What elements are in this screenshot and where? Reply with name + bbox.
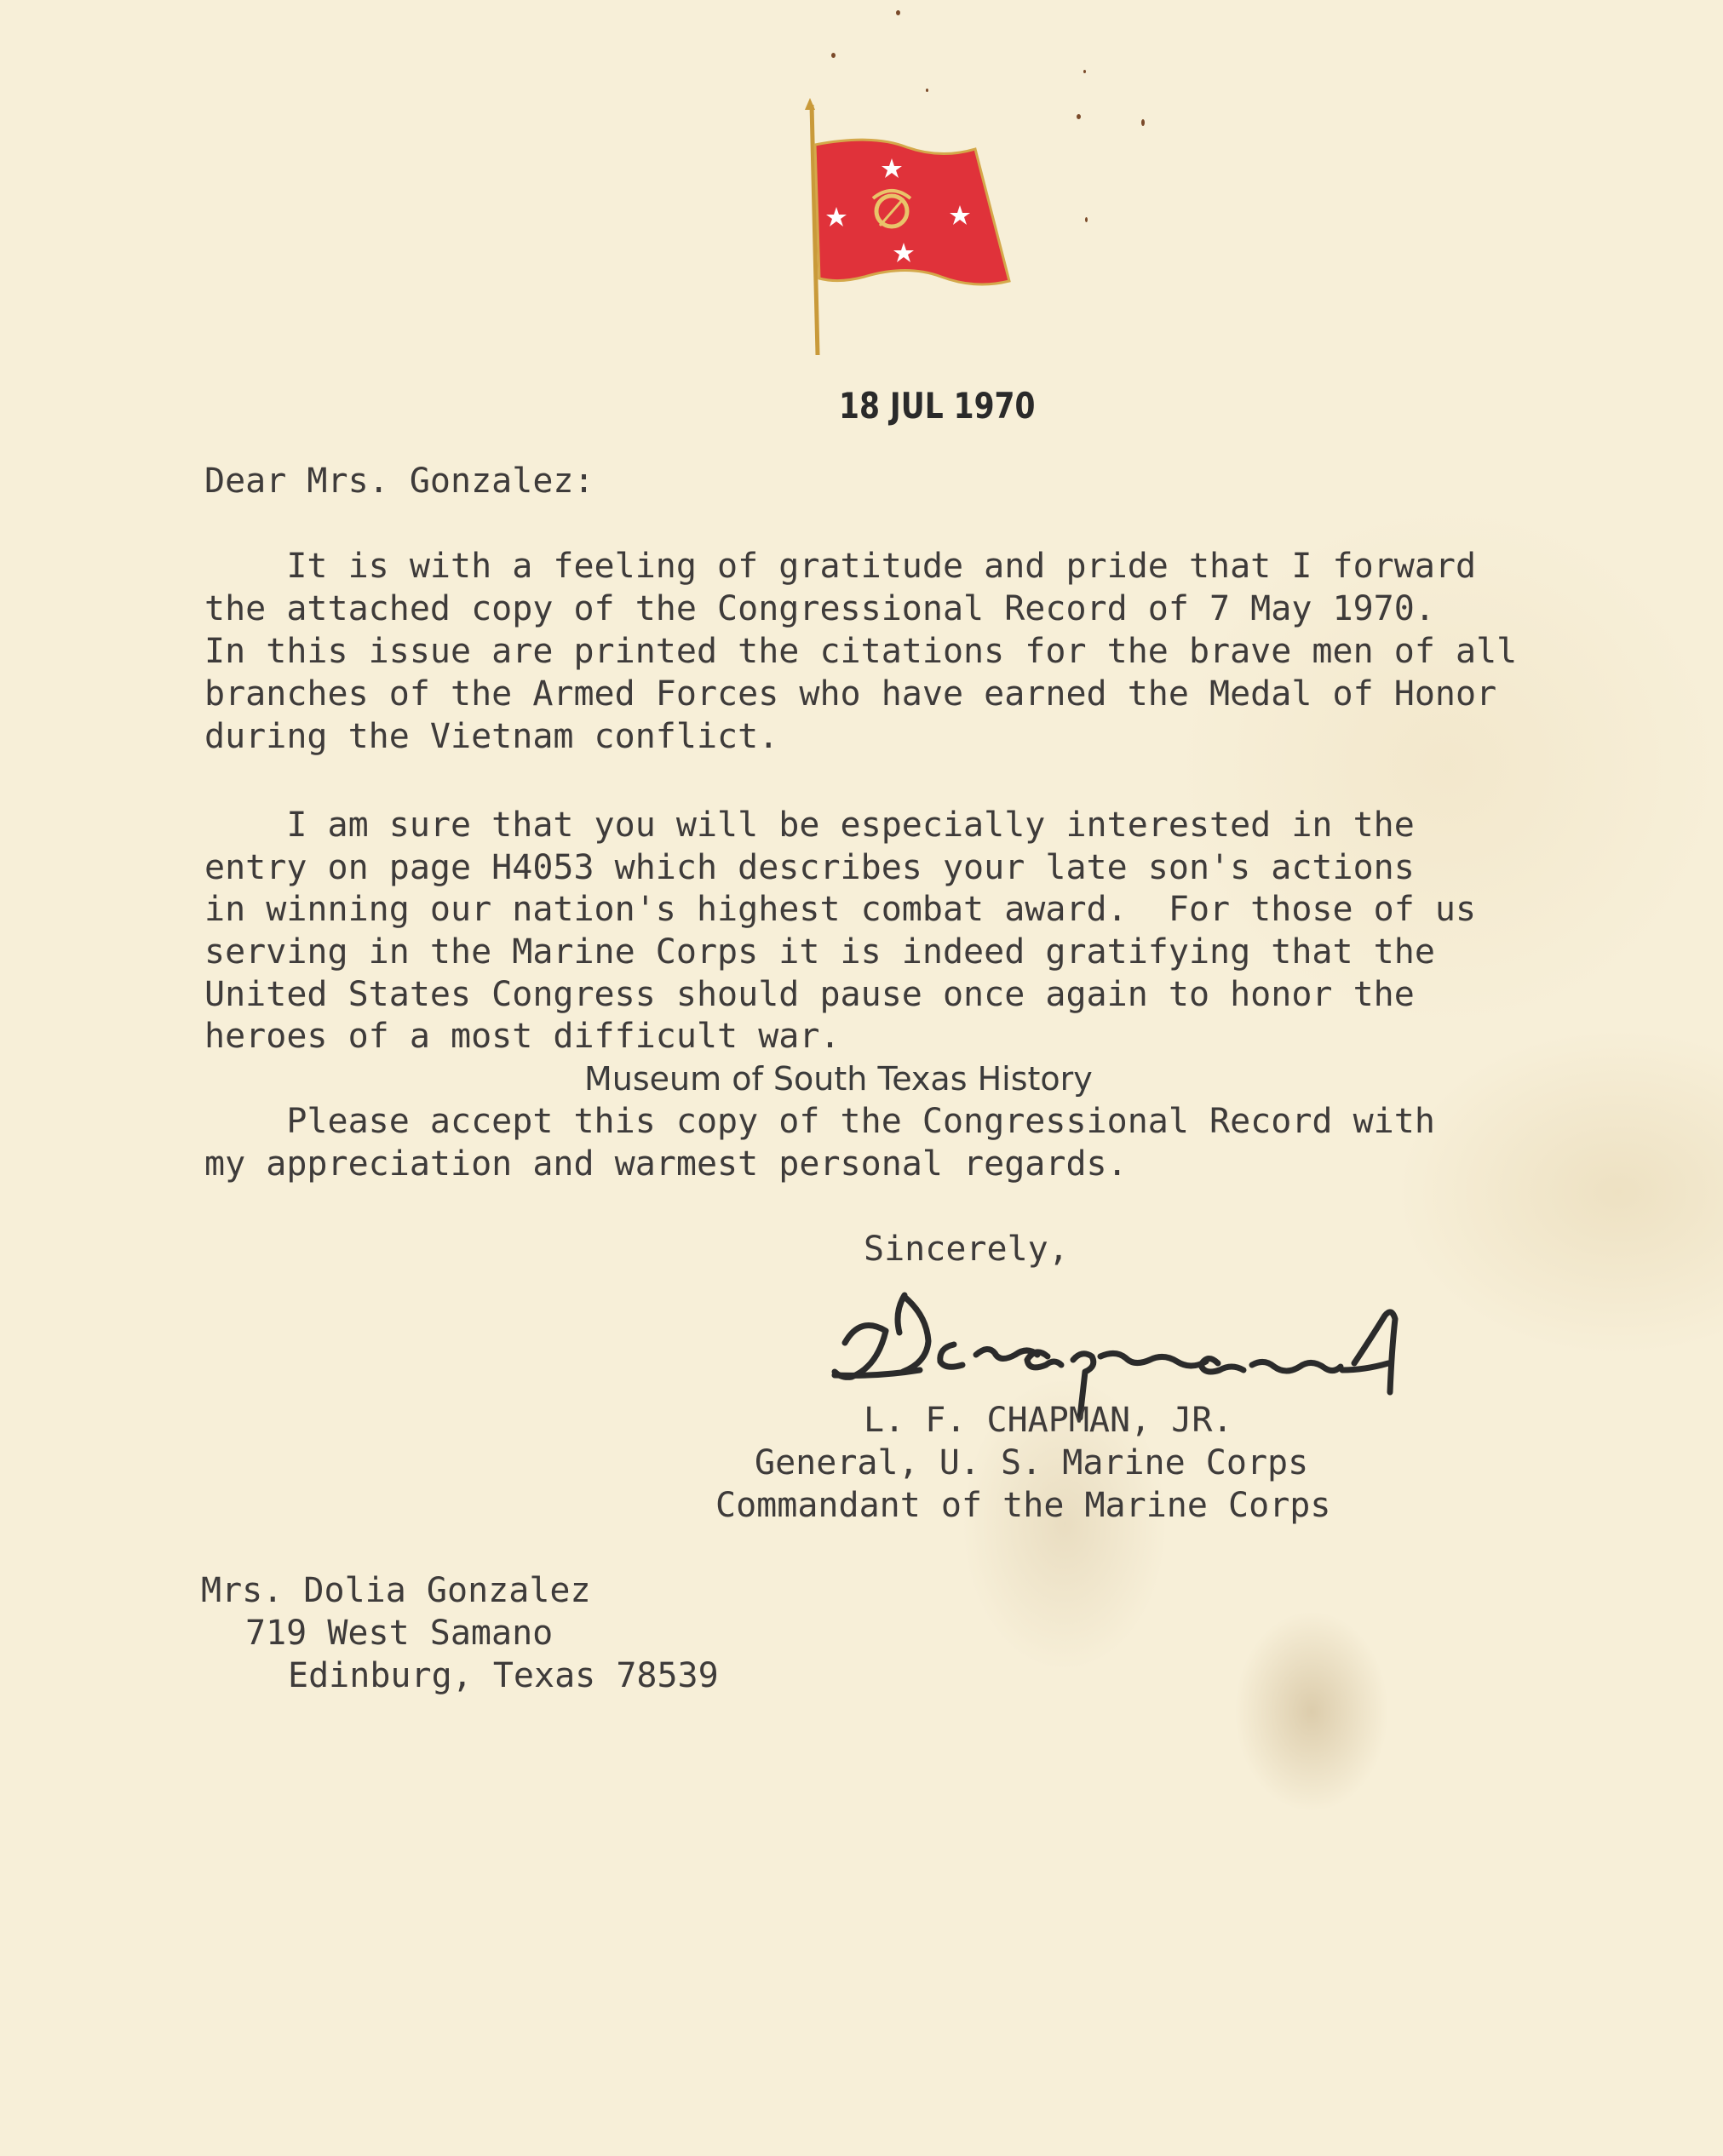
recipient-street: 719 West Samano <box>245 1614 554 1653</box>
paragraph-1-line: It is with a feeling of gratitude and pride that I forward <box>204 547 1477 586</box>
paragraph-2-line: heroes of a most difficult war. <box>204 1017 841 1056</box>
paragraph-3-line: Please accept this copy of the Congressional Record with <box>204 1102 1435 1141</box>
paragraph-1-line: branches of the Armed Forces who have earned the Medal of Honor <box>204 674 1497 714</box>
date-stamp: 18 JUL 1970 <box>839 385 1036 427</box>
paragraph-2-line: serving in the Marine Corps it is indeed gratifying that the <box>204 932 1435 972</box>
recipient-city: Edinburg, Texas 78539 <box>288 1656 719 1695</box>
paragraph-2-line: United States Congress should pause once again to honor the <box>204 975 1415 1014</box>
paragraph-2-line: entry on page H4053 which describes your late son's actions <box>204 848 1415 887</box>
signer-title: Commandant of the Marine Corps <box>715 1486 1331 1525</box>
paragraph-1-line: the attached copy of the Congressional Record of 7 May 1970. <box>204 589 1435 628</box>
marine-corps-general-flag-icon <box>779 98 1018 362</box>
paragraph-3-line: my appreciation and warmest personal regards. <box>204 1144 1128 1184</box>
salutation: Dear Mrs. Gonzalez: <box>204 462 594 501</box>
paragraph-1-line: In this issue are printed the citations for the brave men of all <box>204 632 1518 671</box>
paragraph-1-line: during the Vietnam conflict. <box>204 717 779 756</box>
paragraph-2-line: I am sure that you will be especially interested in the <box>204 806 1415 845</box>
museum-watermark: Museum of South Texas History <box>584 1060 1093 1098</box>
closing: Sincerely, <box>864 1230 1069 1269</box>
recipient-name: Mrs. Dolia Gonzalez <box>201 1571 591 1610</box>
paragraph-2-line: in winning our nation's highest combat award. For those of us <box>204 890 1477 929</box>
signer-rank: General, U. S. Marine Corps <box>755 1443 1309 1482</box>
signer-name: L. F. CHAPMAN, JR. <box>864 1401 1233 1440</box>
